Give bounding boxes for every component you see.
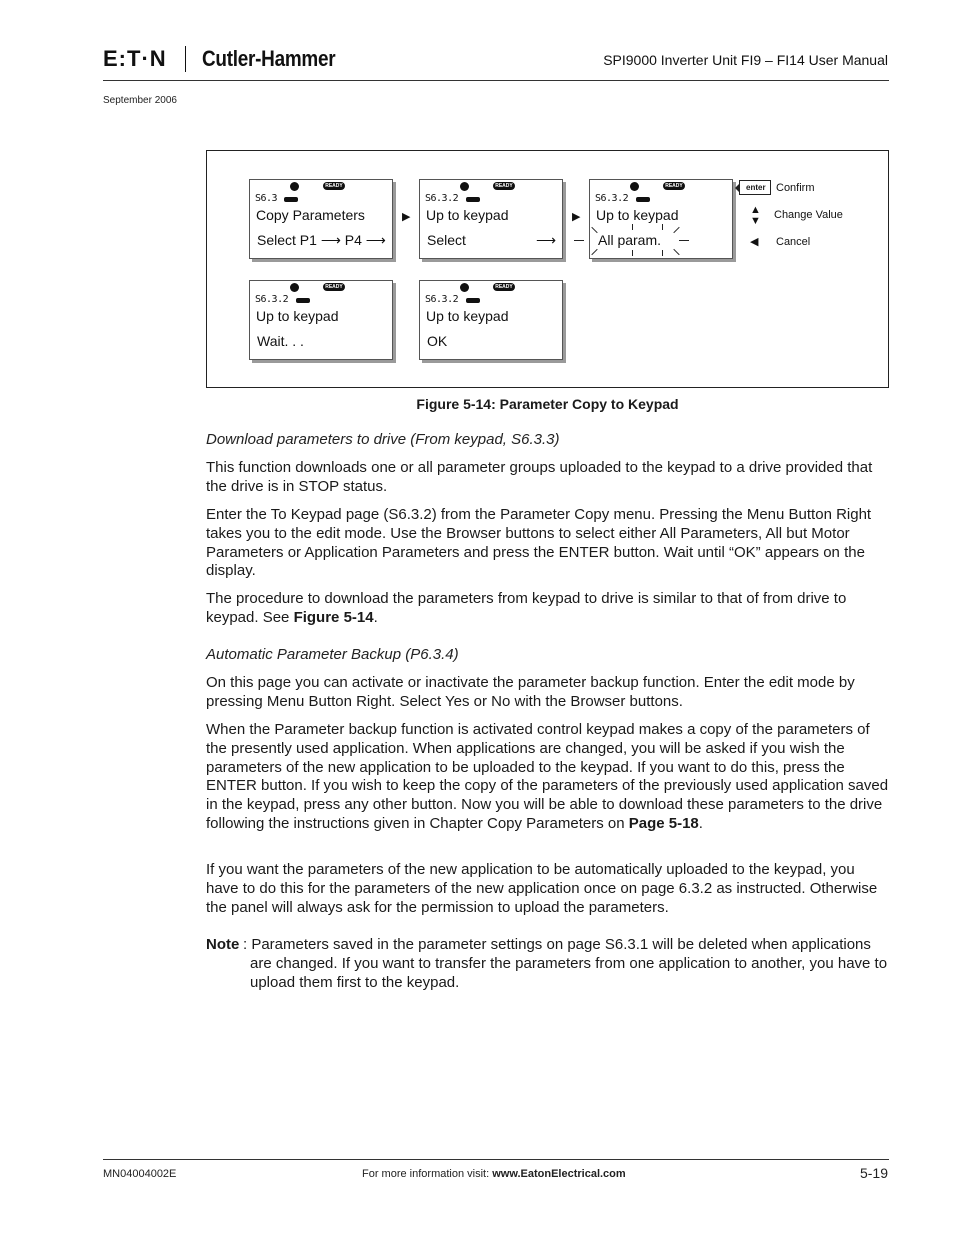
page-indicator-icon xyxy=(466,197,480,202)
screen-line-1: Copy Parameters xyxy=(256,207,365,223)
run-icon xyxy=(290,182,299,191)
paragraph-text: . xyxy=(373,608,378,626)
document-number: MN04004002E xyxy=(103,1168,177,1180)
arrow-right-icon: ⟶ xyxy=(316,232,345,248)
screen-line-2-blinking: All param. xyxy=(598,232,662,248)
figure-5-14 xyxy=(206,150,889,388)
run-icon xyxy=(460,182,469,191)
legend-change-value-label: Change Value xyxy=(774,209,843,221)
eaton-logo-group xyxy=(103,46,357,72)
paragraph: On this page you can activate or inactivate the parameter backup function. Enter the edit mode by pressing Menu Button Right. Select Yes or No with the Browser buttons. xyxy=(206,674,855,710)
eaton-logo: E:T·N xyxy=(103,46,167,71)
blink-mark xyxy=(662,224,663,230)
screen-line-2: Select xyxy=(427,232,466,248)
enter-key-icon: enter xyxy=(739,180,771,195)
screen-line-1: Up to keypad xyxy=(596,207,679,223)
blink-mark xyxy=(632,224,633,230)
note-label: Note xyxy=(206,936,240,953)
paragraph-text: The procedure to download the parameters from keypad to drive is similar to that of from drive to keypad. See xyxy=(206,590,847,626)
ready-badge: READY xyxy=(663,182,685,190)
paragraph: If you want the parameters of the new application to be automatically uploaded to the keypad, you have to do this for the parameters of the new application once on page 6.3.2 as instructed. Otherwise the panel will always ask for the permission to upload the parameters. xyxy=(206,861,878,916)
page-indicator-icon xyxy=(296,298,310,303)
run-icon xyxy=(290,283,299,292)
legend-confirm-label: Confirm xyxy=(776,182,815,194)
figure-caption: Figure 5-14: Parameter Copy to Keypad xyxy=(416,396,679,412)
flow-arrow-icon: ▶ xyxy=(402,211,411,223)
publication-date: September 2006 xyxy=(103,95,177,106)
screen-line-1: Up to keypad xyxy=(426,207,509,223)
manual-title: SPI9000 Inverter Unit FI9 – FI14 User Manual xyxy=(603,52,888,68)
website-link[interactable]: www.EatonElectrical.com xyxy=(492,1168,626,1180)
screen-line-2 xyxy=(257,232,386,249)
footer-more-info xyxy=(362,1168,626,1180)
legend-cancel-label: Cancel xyxy=(776,236,811,248)
page-reference-link: Page 5-18 xyxy=(628,814,699,832)
blink-mark xyxy=(591,249,597,255)
section-heading-backup: Automatic Parameter Backup (P6.3.4) xyxy=(206,646,459,663)
menu-code: S6.3.2 xyxy=(425,294,459,305)
footer-divider xyxy=(103,1159,889,1160)
blink-mark xyxy=(591,227,597,233)
blink-mark xyxy=(662,250,663,256)
range-end-label: P4 xyxy=(344,232,362,248)
ready-badge: READY xyxy=(493,283,515,291)
arrow-right-icon: ⟶ xyxy=(536,232,557,248)
browser-up-icon: ▲ xyxy=(750,204,761,216)
ready-badge: READY xyxy=(493,182,515,190)
paragraph: Enter the To Keypad page (S6.3.2) from the Parameter Copy menu. Pressing the Menu Button Right takes you to the edit mode. Use the Browser buttons to select either All Parameters, All but Motor Parameters or Application Parameters and press the ENTER button. Wait until “OK” appears on the display. xyxy=(206,506,872,580)
paragraph: This function downloads one or all parameter groups uploaded to the keypad to a drive provided that the drive is in STOP status. xyxy=(206,459,873,495)
section-heading-download: Download parameters to drive (From keypad, S6.3.3) xyxy=(206,431,560,448)
blink-mark xyxy=(673,249,679,255)
menu-code: S6.3.2 xyxy=(595,193,629,204)
paragraph-text: . xyxy=(698,814,703,832)
blink-mark xyxy=(673,227,679,233)
menu-code: S6.3 xyxy=(255,193,278,204)
blink-mark xyxy=(679,240,689,241)
paragraph xyxy=(206,590,889,628)
screen-line-1: Up to keypad xyxy=(256,308,339,324)
page-indicator-icon xyxy=(466,298,480,303)
menu-code: S6.3.2 xyxy=(425,193,459,204)
figure-reference-link: Figure 5-14 xyxy=(293,608,374,626)
keypad-screen-up-to-keypad-all-param xyxy=(589,179,733,259)
menu-left-icon: ◀ xyxy=(750,236,759,248)
select-range-label: Select P1 xyxy=(257,232,317,248)
screen-line-2: OK xyxy=(427,333,448,349)
paragraph xyxy=(206,721,889,834)
paragraph-text: When the Parameter backup function is activated control keypad makes a copy of the parameters of the presently used application. When applications are changed, you will be asked if you wish the parameters of the new application to be uploaded to the keypad. If you want to do this, press the ENTER button. If you wish to keep the copy of the parameters of the previously used application saved in the keypad, press any other button. Now you will be able to download these parameters to the drive following the instructions given in Chapter Copy Parameters on xyxy=(206,721,889,832)
page-indicator-icon xyxy=(284,197,298,202)
menu-code: S6.3.2 xyxy=(255,294,289,305)
keypad-screen-up-to-keypad-select xyxy=(419,179,563,259)
logo-divider xyxy=(185,46,186,72)
blink-mark xyxy=(632,250,633,256)
keypad-screen-wait xyxy=(249,280,393,360)
run-icon xyxy=(630,182,639,191)
header-divider xyxy=(103,80,889,81)
note-body: : Parameters saved in the parameter settings on page S6.3.1 will be deleted when applications are changed. If you want to transfer the parameters from one application to another, you have to upload them first to the keypad. xyxy=(243,936,888,991)
screen-line-2: Wait. . . xyxy=(257,333,304,349)
run-icon xyxy=(460,283,469,292)
note-text xyxy=(243,936,890,992)
more-info-label: For more information visit: xyxy=(362,1168,493,1180)
ready-badge: READY xyxy=(323,182,345,190)
keypad-screen-ok xyxy=(419,280,563,360)
ready-badge: READY xyxy=(323,283,345,291)
page-indicator-icon xyxy=(636,197,650,202)
flow-arrow-icon: ▶ xyxy=(572,211,581,223)
keypad-screen-copy-parameters xyxy=(249,179,393,259)
arrow-right-icon: ⟶ xyxy=(361,232,386,248)
page-number: 5-19 xyxy=(859,1165,888,1181)
screen-line-1: Up to keypad xyxy=(426,308,509,324)
brand-name: Cutler-Hammer xyxy=(201,46,335,71)
blink-mark xyxy=(574,240,584,241)
browser-down-icon: ▼ xyxy=(750,215,761,227)
